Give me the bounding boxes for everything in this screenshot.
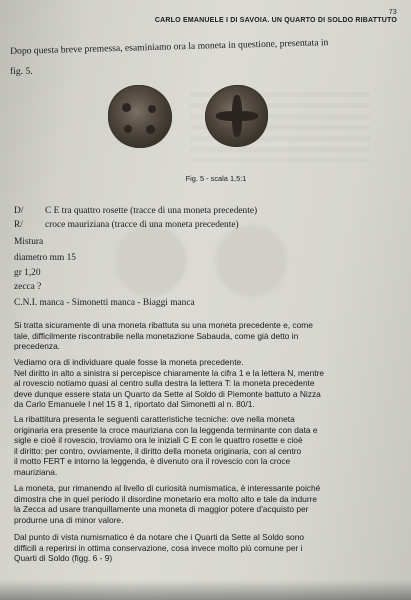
- text-line: La ribattitura presenta le seguenti caratteristiche tecniche: ove nella moneta: [14, 414, 295, 424]
- obverse-text: C E tra quattro rosette (tracce di una moneta precedente): [45, 206, 258, 216]
- intro-line-2: fig. 5.: [10, 66, 33, 77]
- text-line: tale, difficilmente riscontrabile nella monetazione Sabauda, come già detto in: [14, 330, 299, 341]
- spec-metal: Mistura: [14, 237, 44, 247]
- text-line: il motto FERT e intorno la leggenda, è divenuto ora il rovescio con la croce: [14, 456, 291, 467]
- spec-weight: gr 1,20: [14, 268, 41, 278]
- reverse-label: R/: [14, 220, 23, 230]
- text-line: difficili a reperirsi in ottima conservazione, cosa invece molto più comune per i: [14, 542, 303, 553]
- text-line: dimostra che in quel periodo il disordine monetario era molto alto e tale da indurre: [14, 493, 318, 504]
- paragraph-4: [14, 483, 406, 525]
- coin-reverse-image: [205, 85, 268, 147]
- running-header: [97, 9, 397, 25]
- ghost-coin-left: [118, 228, 184, 294]
- text-line: la Zecca ad usare tranquillamente una moneta di maggior potere d'acquisto per: [14, 504, 309, 515]
- paragraph-3: [14, 414, 406, 478]
- text-line: produrne una di minor valore.: [14, 514, 124, 525]
- spec-references: C.N.I. manca - Simonetti manca - Biaggi manca: [14, 298, 195, 308]
- text-line: La moneta, pur rimanendo al livello di curiosità numismatica, è interessante poiché: [14, 483, 321, 493]
- reverse-text: croce mauriziana (tracce di una moneta precedente): [45, 220, 239, 230]
- text-line: Nel diritto in alto a sinistra si percepisce chiaramente la cifra 1 e la lettera N, mentre: [14, 367, 325, 378]
- text-line: al rovescio notiamo quasi al centro sulla destra la lettera T: la moneta precedente: [14, 378, 315, 389]
- figure-caption: Fig. 5 - scala 1,5:1: [185, 174, 247, 183]
- text-line: Si tratta sicuramente di una moneta ribattuta su una moneta precedente e, come: [14, 320, 313, 330]
- paragraph-2: [14, 357, 406, 410]
- running-title: CARLO EMANUELE I DI SAVOIA. UN QUARTO DI SOLDO RIBATTUTO: [154, 17, 397, 24]
- obverse-description: [14, 206, 257, 217]
- text-line: Dal punto di vista numismatico è da notare che i Quarti da Sette al Soldo sono: [14, 532, 305, 542]
- text-line: originaria era presente la croce mauriziana con la leggenda terminante con data e: [14, 424, 318, 435]
- spec-mint: zecca ?: [14, 282, 42, 292]
- ghost-coin-right: [218, 228, 284, 294]
- paragraph-5: [14, 532, 406, 564]
- text-line: deve dunque essere stata un Quarto da Sette al Soldo di Piemonte battuto a Nizza: [14, 388, 321, 399]
- page-edge-shadow: [0, 580, 411, 600]
- text-line: il diritto: per contro, ovviamente, il diritto della moneta originaria, con al centro: [14, 445, 302, 456]
- text-line: precedenza.: [14, 341, 61, 352]
- paragraph-1: [14, 320, 406, 352]
- text-line: mauriziana.: [14, 466, 58, 477]
- text-line: Vediamo ora di individuare quale fosse la moneta precedente.: [14, 357, 244, 367]
- text-line: Quarti di Soldo (figg. 6 - 9): [14, 553, 113, 564]
- spec-diameter: diametro mm 15: [14, 253, 76, 263]
- text-line: sigle e cioè il rovescio, troviamo ora le iniziali C E con le quattro rosette e cioè: [14, 435, 303, 446]
- reverse-description: [14, 220, 239, 231]
- page-number: 73: [388, 9, 397, 16]
- intro-line-1: Dopo questa breve premessa, esaminiamo ora la moneta in questione, presentata in: [10, 37, 329, 57]
- coin-obverse-image: [108, 85, 172, 148]
- obverse-label: D/: [14, 206, 24, 216]
- text-line: da Carlo Emanuele I nel 15 8 1, riportato dal Simonetti al n. 80/1.: [14, 399, 255, 410]
